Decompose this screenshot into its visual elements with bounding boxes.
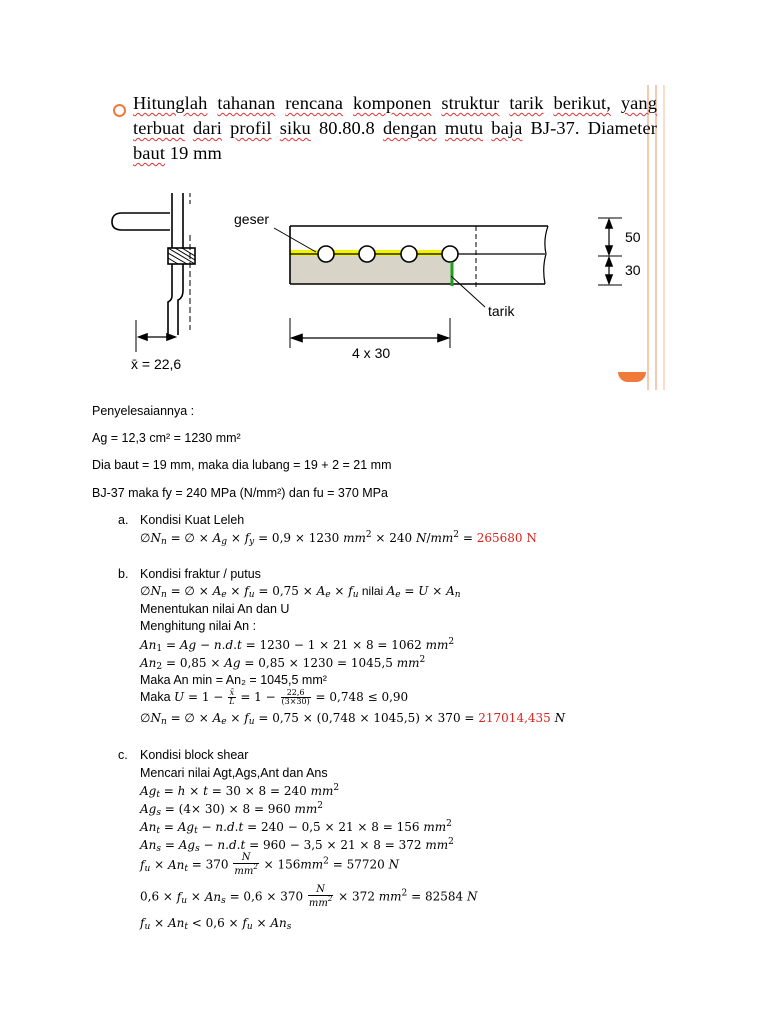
item-c-fu-ans: $0,6 \times f_u \times An_s = 0,6 \times 370$ $\frac{N}{mm^2}$ × 372 $mm^2 = 82584$ N — [140, 884, 478, 909]
item-a-formula: $\emptyset N_n$ = ∅ × $A_g \times f_y = 0,9 \times 1230$ $mm^2 \times 240$ $N/mm^2 = 265680$ N — [140, 530, 537, 547]
decorative-line — [663, 85, 665, 390]
problem-text-part: terbuat — [133, 118, 185, 138]
problem-text-part — [437, 118, 445, 138]
problem-text-part — [272, 118, 280, 138]
slide — [0, 0, 768, 392]
problem-text-part — [207, 93, 217, 113]
item-c-fu-ant: $f_u \times An_t = 370$ $\frac{N}{mm^2}$ × $156mm^2 = 57720$ N — [140, 852, 400, 877]
angle-section-drawing — [112, 193, 195, 352]
item-b-result-formula: $\emptyset N_n$ = ∅ × $A_e \times f_u = 0,75 \times (0,748 \times 1045,5) \times 370 = 217014,435$ N — [140, 711, 566, 727]
item-b-an1: $An_1 = Ag - n.d.t = 1230 - 1 \times 21 \times 8 = 1062$ $mm^2$ — [140, 637, 455, 654]
problem-text-part — [499, 93, 509, 113]
item-c-ags: $Ag_s = (4\times 30) \times 8 = 960$ $mm^2$ — [140, 801, 324, 818]
item-c-title: Kondisi block shear — [140, 748, 249, 762]
problem-text-part: struktur — [441, 93, 500, 113]
problem-text-part: tarik — [509, 93, 544, 113]
maka-label: Maka — [140, 690, 175, 704]
item-a-marker: a. — [118, 513, 129, 527]
problem-text-part: Hitunglah — [133, 93, 208, 113]
problem-text-part: siku — [279, 118, 311, 138]
item-c-compare: $f_u \times An_t < 0,6 \times f_u \times An_s$ — [140, 916, 292, 932]
plate-plan-drawing — [274, 218, 622, 348]
item-b-line2: Menentukan nilai An dan U — [140, 602, 290, 616]
problem-text-part — [275, 93, 285, 113]
problem-text-part: baja — [491, 118, 523, 138]
problem-text-part — [431, 93, 441, 113]
problem-text-part — [343, 93, 353, 113]
item-c-agt: $Ag_t = h \times t = 30 \times 8 = 240$ $mm^2$ — [140, 783, 340, 800]
ag-line: Ag = 12,3 cm² = 1230 mm² — [92, 431, 241, 445]
bullet-icon — [113, 104, 126, 117]
item-c-line1: Mencari nilai Agt,Ags,Ant dan Ans — [140, 766, 328, 780]
problem-text-part: mutu — [444, 118, 484, 138]
steel-line: BJ-37 maka fy = 240 MPa (N/mm²) dan fu = 370 MPa — [92, 486, 388, 500]
problem-text-part: BJ-37. Diameter — [522, 118, 658, 138]
geser-label: geser — [234, 211, 270, 227]
problem-text-part — [611, 93, 621, 113]
item-c-marker: c. — [118, 748, 128, 762]
x-bar-label: x̄ = 22,6 — [131, 356, 182, 372]
item-b-note: nilai — [358, 584, 387, 598]
problem-text-part — [544, 93, 554, 113]
problem-text-part — [185, 118, 193, 138]
connection-figure — [0, 175, 660, 380]
item-b-marker: b. — [118, 567, 129, 581]
item-b-formula: $\emptyset N_n$ = ∅ × $A_e \times f_u = 0,75 \times A_e \times f_u$ nilai $A_e = U \times A_n$ — [140, 584, 461, 600]
item-b-title: Kondisi fraktur / putus — [140, 567, 261, 581]
spacing-label: 4 x 30 — [352, 345, 391, 361]
problem-text-part: 80.80.8 — [310, 118, 384, 138]
item-a-title: Kondisi Kuat Leleh — [140, 513, 245, 527]
problem-text-part: rencana — [285, 93, 344, 113]
dimension-50: 50 — [625, 229, 641, 245]
problem-text-part: berikut, — [553, 93, 611, 113]
item-b-result-unit: N — [550, 711, 566, 725]
solution-heading: Penyelesaiannya : — [92, 404, 195, 418]
problem-statement — [133, 91, 657, 166]
problem-text-part: tahanan — [217, 93, 276, 113]
problem-text-part: dengan — [383, 118, 437, 138]
problem-text-part: komponen — [353, 93, 432, 113]
problem-text-part: baut — [133, 143, 166, 163]
tarik-label: tarik — [488, 303, 515, 319]
problem-text-part: dari — [192, 118, 222, 138]
problem-text-part: yang — [620, 93, 658, 113]
item-c-ans: $An_s = Ag_s - n.d.t = 960 - 3,5 \times 21 \times 8 = 372$ $mm^2$ — [140, 837, 454, 854]
item-b-an2: $An_2 = 0,85 \times Ag = 0,85 \times 1230 = 1045,5$ $mm^2$ — [140, 655, 426, 672]
item-b-result: 217014,435 — [478, 711, 551, 725]
dimension-30: 30 — [625, 262, 641, 278]
item-b-line6: Maka An min = An₂ = 1045,5 mm² — [140, 673, 327, 687]
problem-text-part: profil — [230, 118, 272, 138]
item-a-result: 265680 N — [476, 531, 537, 545]
problem-text-part: 19 mm — [165, 143, 222, 163]
hole-line: Dia baut = 19 mm, maka dia lubang = 19 + 2 = 21 mm — [92, 458, 392, 472]
item-b-line3: Menghitung nilai An : — [140, 619, 257, 633]
item-b-u: Maka U = 1 − $\frac{x̄}{L}$ = 1 − $\frac{22,6}{(3\times 30)}$ = 0,748 ≤ 0,90 — [140, 688, 409, 706]
problem-text-part — [222, 118, 230, 138]
item-c-ant: $An_t = Ag_t - n.d.t = 240 - 0,5 \times 21 \times 8 = 156$ $mm^2$ — [140, 819, 452, 836]
